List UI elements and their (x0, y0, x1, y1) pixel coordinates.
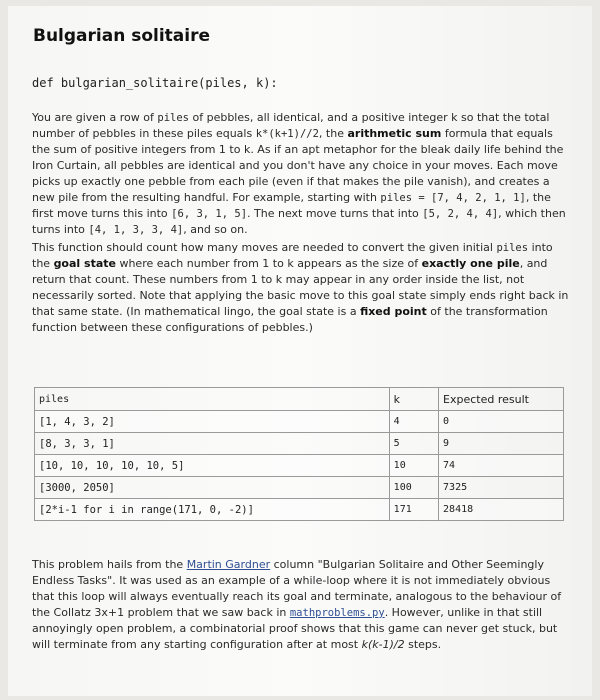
cell-k: 10 (389, 455, 438, 477)
table-row (35, 433, 564, 455)
bold-exactly-one-pile: exactly one pile (421, 257, 520, 270)
mathproblems-link[interactable]: mathproblems.py (289, 607, 385, 619)
bold-goal-state: goal state (53, 257, 116, 270)
code-formula: k*(k+1)//2 (255, 128, 319, 140)
history-paragraph: This problem hails from the Martin Gardner column "Bulgarian Solitaire and Other Seemingly Endless Tasks". It was used as an example of a while-loop where it is not immediately obvious that this loop will always eventually reach its goal and terminate, analogous to the behaviour of the Collatz 3x+1 problem that we saw back in mathproblems.py. However, unlike in that still annoyingly open problem, a combinatorial proof shows that this game can never get stuck, but will terminate from any starting configuration after at most k(k-1)/2 steps. (32, 558, 562, 651)
function-signature: def bulgarian_solitaire(piles, k): (32, 76, 278, 90)
cell-expected: 74 (439, 455, 564, 477)
examples-table (34, 387, 564, 521)
code-piles-2: piles (496, 242, 529, 254)
intro-paragraph: You are given a row of piles of pebbles, all identical, and a positive integer k so that the total number of pebbles in these piles equals k*(k+1)//2, the arithmetic sum formula that equals the sum of positive integers from 1 to k. As if an apt metaphor for the bleak daily life behind the Iron Curtain, all pebbles are identical and you don't have any choice in your moves. Each move picks up exactly one pebble from each pile (even if that makes the pile vanish), and creates a new pile from the resulting handful. For example, starting with piles = [7, 4, 2, 1, 1], the first move turns this into [6, 3, 1, 5]. The next move turns that into [5, 2, 4, 4], which then turns into [4, 1, 3, 3, 4], and so on. (32, 111, 566, 236)
table-row (35, 499, 564, 521)
table-header-row (35, 388, 564, 411)
cell-piles: [8, 3, 3, 1] (35, 433, 390, 455)
bold-arithmetic-sum: arithmetic sum (347, 127, 442, 140)
code-example-move3: [4, 1, 3, 3, 4] (88, 224, 184, 236)
table-row (35, 455, 564, 477)
header-piles: piles (35, 388, 390, 411)
bound-formula: k(k-1)/2 (361, 638, 405, 651)
document-page (8, 6, 592, 696)
cell-k: 100 (389, 477, 438, 499)
code-example-start: piles = [7, 4, 2, 1, 1] (380, 192, 526, 204)
cell-k: 4 (389, 411, 438, 433)
cell-k: 5 (389, 433, 438, 455)
code-piles: piles (157, 112, 189, 124)
cell-piles: [3000, 2050] (35, 477, 390, 499)
goal-paragraph: This function should count how many moves are needed to convert the given initial piles into the goal state where each number from 1 to k appears as the size of exactly one pile, and return that count. These numbers from 1 to k may appear in any order inside the list, not necessarily sorted. Note that applying the basic move to this goal state simply ends right back in that same state. (In mathematical lingo, the goal state is a fixed point of the transformation function between these configurations of pebbles.) (32, 241, 569, 334)
cell-expected: 28418 (439, 499, 564, 521)
martin-gardner-link[interactable]: Martin Gardner (186, 558, 271, 571)
table-row (35, 477, 564, 499)
cell-expected: 7325 (439, 477, 564, 499)
cell-piles: [2*i-1 for i in range(171, 0, -2)] (35, 499, 390, 521)
code-example-move2: [5, 2, 4, 4] (422, 208, 499, 220)
code-example-move1: [6, 3, 1, 5] (171, 208, 248, 220)
cell-piles: [1, 4, 3, 2] (35, 411, 390, 433)
cell-k: 171 (389, 499, 438, 521)
cell-expected: 9 (439, 433, 564, 455)
header-expected: Expected result (439, 388, 564, 411)
bold-fixed-point: fixed point (360, 305, 427, 318)
page-title: Bulgarian solitaire (33, 26, 211, 46)
table-row (35, 411, 564, 433)
cell-expected: 0 (439, 411, 564, 433)
cell-piles: [10, 10, 10, 10, 10, 5] (35, 455, 390, 477)
header-k: k (389, 388, 438, 411)
